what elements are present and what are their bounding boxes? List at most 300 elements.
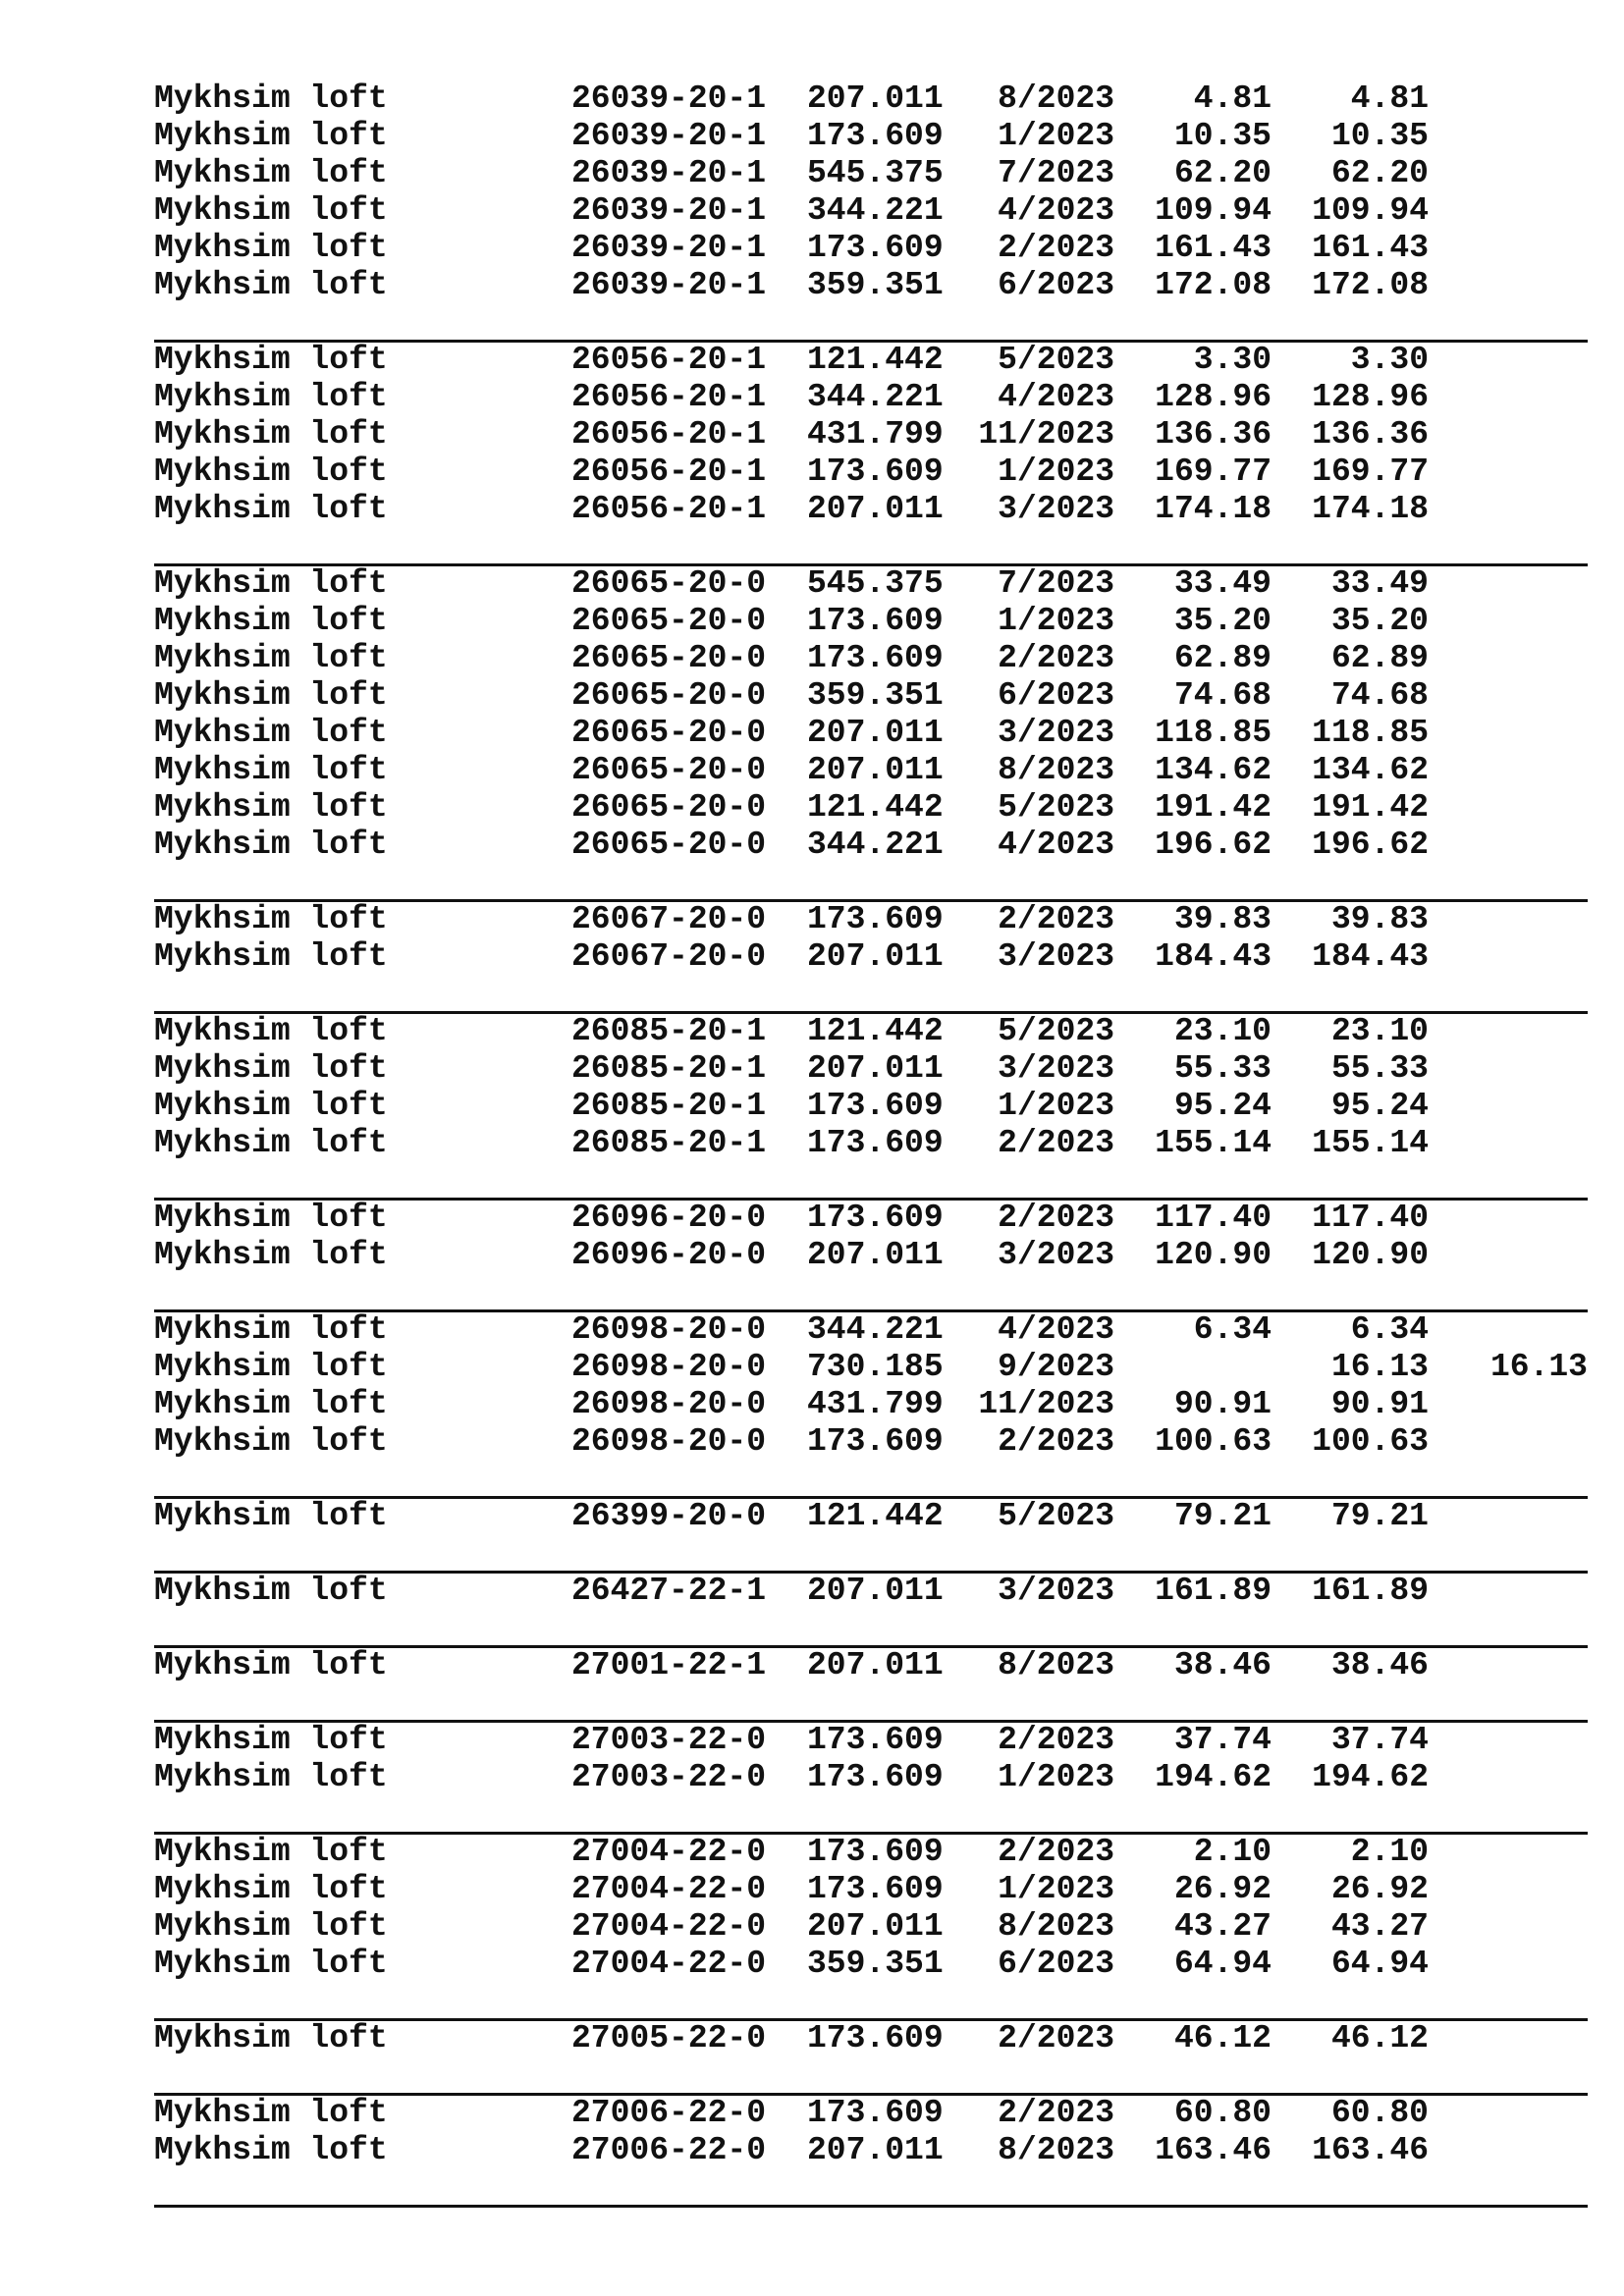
rate-cell: 173.609: [807, 1759, 944, 1795]
amount-cell: 95.24: [1173, 1088, 1272, 1124]
table-row: [154, 565, 1588, 603]
total-cell: 60.80: [1330, 2095, 1429, 2131]
account-cell: 27006-22-0: [571, 2132, 767, 2168]
group-separator: [154, 1684, 1588, 1722]
table-row: [154, 379, 1588, 416]
total-cell: 134.62: [1312, 752, 1429, 788]
total-cell: 35.20: [1330, 603, 1429, 639]
table-row: [154, 752, 1588, 789]
table-row: [154, 1498, 1588, 1535]
total-cell: 117.40: [1312, 1200, 1429, 1236]
total-cell: 26.92: [1330, 1871, 1429, 1907]
name-cell: Mykhsim loft: [154, 118, 388, 154]
total-cell: 172.08: [1312, 267, 1429, 303]
table-row: [154, 827, 1588, 864]
name-cell: Mykhsim loft: [154, 1573, 388, 1609]
account-group: [154, 80, 1588, 342]
amount-cell: 194.62: [1155, 1759, 1272, 1795]
rate-cell: 173.609: [807, 1423, 944, 1460]
amount-cell: 55.33: [1173, 1050, 1272, 1087]
amount-cell: 79.21: [1173, 1498, 1272, 1534]
name-cell: Mykhsim loft: [154, 454, 388, 490]
name-cell: Mykhsim loft: [154, 1200, 388, 1236]
account-cell: 26085-20-1: [571, 1088, 767, 1124]
rate-cell: 121.442: [807, 1498, 944, 1534]
name-cell: Mykhsim loft: [154, 1946, 388, 1982]
account-group: [154, 2020, 1588, 2095]
amount-cell: 196.62: [1155, 827, 1272, 863]
amount-cell: 46.12: [1173, 2020, 1272, 2056]
amount-cell: 155.14: [1155, 1125, 1272, 1161]
rate-cell: 173.609: [807, 603, 944, 639]
table-row: [154, 1311, 1588, 1349]
rate-cell: 207.011: [807, 1647, 944, 1683]
period-cell: 4/2023: [998, 827, 1114, 863]
total-cell: 100.63: [1312, 1423, 1429, 1460]
table-row: [154, 1386, 1588, 1423]
total-cell: 39.83: [1330, 901, 1429, 937]
rate-cell: 207.011: [807, 1573, 944, 1609]
period-cell: 6/2023: [998, 267, 1114, 303]
period-cell: 8/2023: [998, 1647, 1114, 1683]
group-separator: [154, 528, 1588, 565]
period-cell: 6/2023: [998, 677, 1114, 714]
account-cell: 26039-20-1: [571, 155, 767, 191]
rate-cell: 207.011: [807, 491, 944, 527]
group-separator: [154, 2169, 1588, 2207]
period-cell: 2/2023: [998, 1125, 1114, 1161]
rate-cell: 545.375: [807, 155, 944, 191]
total-cell: 46.12: [1330, 2020, 1429, 2056]
name-cell: Mykhsim loft: [154, 155, 388, 191]
amount-cell: 174.18: [1155, 491, 1272, 527]
period-cell: 4/2023: [998, 192, 1114, 229]
total-cell: 90.91: [1330, 1386, 1429, 1422]
group-separator: [154, 304, 1588, 342]
account-group: [154, 1311, 1588, 1498]
account-cell: 26065-20-0: [571, 789, 767, 826]
total-cell: 191.42: [1312, 789, 1429, 826]
account-cell: 26039-20-1: [571, 118, 767, 154]
name-cell: Mykhsim loft: [154, 1386, 388, 1422]
table-row: [154, 1946, 1588, 1983]
name-cell: Mykhsim loft: [154, 640, 388, 676]
account-cell: 27003-22-0: [571, 1722, 767, 1758]
account-cell: 27004-22-0: [571, 1908, 767, 1945]
rate-cell: 730.185: [807, 1349, 944, 1385]
name-cell: Mykhsim loft: [154, 2095, 388, 2131]
rate-cell: 207.011: [807, 1237, 944, 1273]
table-row: [154, 1573, 1588, 1610]
group-separator: [154, 1535, 1588, 1573]
table-row: [154, 938, 1588, 976]
table-row: [154, 342, 1588, 379]
period-cell: 5/2023: [998, 1013, 1114, 1049]
table-row: [154, 1088, 1588, 1125]
amount-cell: 163.46: [1155, 2132, 1272, 2168]
rate-cell: 121.442: [807, 1013, 944, 1049]
account-cell: 27004-22-0: [571, 1871, 767, 1907]
table-row: [154, 2095, 1588, 2132]
rate-cell: 173.609: [807, 640, 944, 676]
table-row: [154, 118, 1588, 155]
period-cell: 1/2023: [998, 1088, 1114, 1124]
account-cell: 26065-20-0: [571, 827, 767, 863]
rate-cell: 359.351: [807, 677, 944, 714]
period-cell: 2/2023: [998, 1834, 1114, 1870]
name-cell: Mykhsim loft: [154, 80, 388, 117]
total-cell: 74.68: [1330, 677, 1429, 714]
account-group: [154, 1498, 1588, 1573]
table-row: [154, 1125, 1588, 1162]
amount-cell: 64.94: [1173, 1946, 1272, 1982]
name-cell: Mykhsim loft: [154, 1498, 388, 1534]
name-cell: Mykhsim loft: [154, 938, 388, 975]
group-separator: [154, 864, 1588, 901]
total-cell: 174.18: [1312, 491, 1429, 527]
table-row: [154, 677, 1588, 715]
rate-cell: 207.011: [807, 752, 944, 788]
period-cell: 1/2023: [998, 1871, 1114, 1907]
account-cell: 27004-22-0: [571, 1834, 767, 1870]
period-cell: 2/2023: [998, 640, 1114, 676]
name-cell: Mykhsim loft: [154, 1759, 388, 1795]
name-cell: Mykhsim loft: [154, 1050, 388, 1087]
rate-cell: 207.011: [807, 938, 944, 975]
table-row: [154, 2132, 1588, 2169]
period-cell: 1/2023: [998, 603, 1114, 639]
account-cell: 26098-20-0: [571, 1311, 767, 1348]
rate-cell: 344.221: [807, 379, 944, 415]
period-cell: 5/2023: [998, 789, 1114, 826]
table-row: [154, 1871, 1588, 1908]
account-group: [154, 1013, 1588, 1200]
total-cell: 109.94: [1312, 192, 1429, 229]
amount-cell: 74.68: [1173, 677, 1272, 714]
total-cell: 161.89: [1312, 1573, 1429, 1609]
total-cell: 2.10: [1350, 1834, 1429, 1870]
amount-cell: 33.49: [1173, 565, 1272, 602]
amount-cell: 35.20: [1173, 603, 1272, 639]
account-cell: 26065-20-0: [571, 677, 767, 714]
name-cell: Mykhsim loft: [154, 2132, 388, 2168]
rate-cell: 359.351: [807, 1946, 944, 1982]
period-cell: 3/2023: [998, 715, 1114, 751]
name-cell: Mykhsim loft: [154, 1647, 388, 1683]
amount-cell: 10.35: [1173, 118, 1272, 154]
account-cell: 26098-20-0: [571, 1386, 767, 1422]
table-row: [154, 1237, 1588, 1274]
table-row: [154, 416, 1588, 454]
name-cell: Mykhsim loft: [154, 1349, 388, 1385]
total-cell: 62.89: [1330, 640, 1429, 676]
name-cell: Mykhsim loft: [154, 230, 388, 266]
amount-cell: 37.74: [1173, 1722, 1272, 1758]
amount-cell: 62.20: [1173, 155, 1272, 191]
name-cell: Mykhsim loft: [154, 1423, 388, 1460]
total-cell: 37.74: [1330, 1722, 1429, 1758]
table-row: [154, 1647, 1588, 1684]
account-cell: 26085-20-1: [571, 1125, 767, 1161]
total-cell: 79.21: [1330, 1498, 1429, 1534]
rate-cell: 207.011: [807, 80, 944, 117]
name-cell: Mykhsim loft: [154, 752, 388, 788]
name-cell: Mykhsim loft: [154, 1125, 388, 1161]
table-row: [154, 192, 1588, 230]
period-cell: 8/2023: [998, 1908, 1114, 1945]
amount-cell: 169.77: [1155, 454, 1272, 490]
account-cell: 26039-20-1: [571, 230, 767, 266]
total-cell: 4.81: [1350, 80, 1429, 117]
total-cell: 33.49: [1330, 565, 1429, 602]
amount-cell: 2.10: [1193, 1834, 1272, 1870]
name-cell: Mykhsim loft: [154, 1013, 388, 1049]
table-row: [154, 1722, 1588, 1759]
table-row: [154, 1013, 1588, 1050]
account-cell: 26056-20-1: [571, 379, 767, 415]
table-row: [154, 80, 1588, 118]
amount-cell: 136.36: [1155, 416, 1272, 453]
rate-cell: 121.442: [807, 342, 944, 378]
table-row: [154, 1200, 1588, 1237]
period-cell: 2/2023: [998, 2020, 1114, 2056]
rate-cell: 173.609: [807, 454, 944, 490]
group-separator: [154, 1610, 1588, 1647]
rate-cell: 359.351: [807, 267, 944, 303]
account-cell: 27004-22-0: [571, 1946, 767, 1982]
total-cell: 6.34: [1350, 1311, 1429, 1348]
amount-cell: 161.43: [1155, 230, 1272, 266]
period-cell: 8/2023: [998, 752, 1114, 788]
account-cell: 26039-20-1: [571, 267, 767, 303]
rate-cell: 344.221: [807, 1311, 944, 1348]
table-row: [154, 603, 1588, 640]
account-cell: 26065-20-0: [571, 565, 767, 602]
total-cell: 95.24: [1330, 1088, 1429, 1124]
table-row: [154, 1759, 1588, 1796]
total-cell: 194.62: [1312, 1759, 1429, 1795]
report-table: [154, 80, 1588, 2207]
amount-cell: 191.42: [1155, 789, 1272, 826]
account-group: [154, 1200, 1588, 1311]
account-cell: 26056-20-1: [571, 416, 767, 453]
amount-cell: 43.27: [1173, 1908, 1272, 1945]
account-cell: 26039-20-1: [571, 192, 767, 229]
rate-cell: 173.609: [807, 1088, 944, 1124]
name-cell: Mykhsim loft: [154, 192, 388, 229]
table-row: [154, 789, 1588, 827]
period-cell: 7/2023: [998, 565, 1114, 602]
account-group: [154, 1573, 1588, 1647]
rate-cell: 207.011: [807, 715, 944, 751]
total-cell: 128.96: [1312, 379, 1429, 415]
name-cell: Mykhsim loft: [154, 2020, 388, 2056]
table-row: [154, 267, 1588, 304]
amount-cell: 134.62: [1155, 752, 1272, 788]
rate-cell: 121.442: [807, 789, 944, 826]
rate-cell: 173.609: [807, 230, 944, 266]
account-cell: 26065-20-0: [571, 752, 767, 788]
rate-cell: 545.375: [807, 565, 944, 602]
amount-cell: 100.63: [1155, 1423, 1272, 1460]
name-cell: Mykhsim loft: [154, 1908, 388, 1945]
account-cell: 27001-22-1: [571, 1647, 767, 1683]
account-cell: 26098-20-0: [571, 1423, 767, 1460]
name-cell: Mykhsim loft: [154, 1237, 388, 1273]
group-separator: [154, 1796, 1588, 1834]
total-cell: 10.35: [1330, 118, 1429, 154]
period-cell: 1/2023: [998, 454, 1114, 490]
total-cell: 118.85: [1312, 715, 1429, 751]
amount-cell: 118.85: [1155, 715, 1272, 751]
account-cell: 26067-20-0: [571, 938, 767, 975]
account-cell: 26056-20-1: [571, 454, 767, 490]
rate-cell: 207.011: [807, 1908, 944, 1945]
rate-cell: 173.609: [807, 1722, 944, 1758]
table-row: [154, 1908, 1588, 1946]
period-cell: 3/2023: [998, 1050, 1114, 1087]
amount-cell: 172.08: [1155, 267, 1272, 303]
account-cell: 27003-22-0: [571, 1759, 767, 1795]
account-cell: 26065-20-0: [571, 640, 767, 676]
total-cell: 55.33: [1330, 1050, 1429, 1087]
rate-cell: 344.221: [807, 827, 944, 863]
period-cell: 2/2023: [998, 1200, 1114, 1236]
total-cell: 163.46: [1312, 2132, 1429, 2168]
name-cell: Mykhsim loft: [154, 379, 388, 415]
period-cell: 11/2023: [978, 416, 1114, 453]
name-cell: Mykhsim loft: [154, 603, 388, 639]
period-cell: 4/2023: [998, 1311, 1114, 1348]
table-row: [154, 1050, 1588, 1088]
account-cell: 26096-20-0: [571, 1200, 767, 1236]
rate-cell: 344.221: [807, 192, 944, 229]
amount-cell: 38.46: [1173, 1647, 1272, 1683]
rate-cell: 431.799: [807, 1386, 944, 1422]
name-cell: Mykhsim loft: [154, 715, 388, 751]
amount-cell: 4.81: [1193, 80, 1272, 117]
account-group: [154, 2095, 1588, 2207]
account-group: [154, 565, 1588, 901]
amount-cell: 161.89: [1155, 1573, 1272, 1609]
account-cell: 26085-20-1: [571, 1050, 767, 1087]
table-row: [154, 1423, 1588, 1461]
name-cell: Mykhsim loft: [154, 1834, 388, 1870]
amount-cell: 6.34: [1193, 1311, 1272, 1348]
amount-cell: 109.94: [1155, 192, 1272, 229]
name-cell: Mykhsim loft: [154, 1311, 388, 1348]
period-cell: 8/2023: [998, 2132, 1114, 2168]
account-cell: 27006-22-0: [571, 2095, 767, 2131]
group-separator: [154, 2057, 1588, 2095]
table-row: [154, 901, 1588, 938]
period-cell: 2/2023: [998, 1722, 1114, 1758]
period-cell: 8/2023: [998, 80, 1114, 117]
amount-cell: 26.92: [1173, 1871, 1272, 1907]
group-separator: [154, 1162, 1588, 1200]
total-cell: 184.43: [1312, 938, 1429, 975]
table-row: [154, 640, 1588, 677]
name-cell: Mykhsim loft: [154, 901, 388, 937]
account-cell: 26039-20-1: [571, 80, 767, 117]
name-cell: Mykhsim loft: [154, 677, 388, 714]
period-cell: 4/2023: [998, 379, 1114, 415]
account-group: [154, 1647, 1588, 1722]
name-cell: Mykhsim loft: [154, 789, 388, 826]
group-separator: [154, 976, 1588, 1013]
amount-cell: 60.80: [1173, 2095, 1272, 2131]
account-cell: 26096-20-0: [571, 1237, 767, 1273]
name-cell: Mykhsim loft: [154, 1871, 388, 1907]
amount-cell: 3.30: [1193, 342, 1272, 378]
account-cell: 27005-22-0: [571, 2020, 767, 2056]
account-cell: 26067-20-0: [571, 901, 767, 937]
total-cell: 3.30: [1350, 342, 1429, 378]
period-cell: 3/2023: [998, 1237, 1114, 1273]
period-cell: 7/2023: [998, 155, 1114, 191]
period-cell: 2/2023: [998, 1423, 1114, 1460]
account-group: [154, 1834, 1588, 2020]
account-group: [154, 1722, 1588, 1834]
group-separator: [154, 1461, 1588, 1498]
period-cell: 9/2023: [998, 1349, 1114, 1385]
amount-cell: 117.40: [1155, 1200, 1272, 1236]
total-cell: 161.43: [1312, 230, 1429, 266]
rate-cell: 173.609: [807, 1871, 944, 1907]
period-cell: 3/2023: [998, 491, 1114, 527]
amount-cell: 120.90: [1155, 1237, 1272, 1273]
total-cell: 136.36: [1312, 416, 1429, 453]
period-cell: 6/2023: [998, 1946, 1114, 1982]
total-cell: 43.27: [1330, 1908, 1429, 1945]
period-cell: 2/2023: [998, 2095, 1114, 2131]
period-cell: 1/2023: [998, 118, 1114, 154]
table-row: [154, 1834, 1588, 1871]
period-cell: 3/2023: [998, 1573, 1114, 1609]
amount-cell: 62.89: [1173, 640, 1272, 676]
rate-cell: 207.011: [807, 2132, 944, 2168]
rate-cell: 173.609: [807, 1200, 944, 1236]
period-cell: 5/2023: [998, 1498, 1114, 1534]
amount-cell: 184.43: [1155, 938, 1272, 975]
total-cell: 62.20: [1330, 155, 1429, 191]
total-cell: 155.14: [1312, 1125, 1429, 1161]
table-row: [154, 155, 1588, 192]
total-cell: 196.62: [1312, 827, 1429, 863]
amount-cell: 90.91: [1173, 1386, 1272, 1422]
total-cell: 23.10: [1330, 1013, 1429, 1049]
account-cell: 26056-20-1: [571, 491, 767, 527]
account-cell: 26065-20-0: [571, 603, 767, 639]
table-row: [154, 715, 1588, 752]
total-cell: 38.46: [1330, 1647, 1429, 1683]
period-cell: 2/2023: [998, 230, 1114, 266]
account-cell: 26399-20-0: [571, 1498, 767, 1534]
group-separator: [154, 1983, 1588, 2020]
name-cell: Mykhsim loft: [154, 1722, 388, 1758]
rate-cell: 173.609: [807, 1834, 944, 1870]
period-cell: 11/2023: [978, 1386, 1114, 1422]
period-cell: 3/2023: [998, 938, 1114, 975]
amount-cell: 39.83: [1173, 901, 1272, 937]
total-cell: 169.77: [1312, 454, 1429, 490]
account-cell: 26098-20-0: [571, 1349, 767, 1385]
name-cell: Mykhsim loft: [154, 1088, 388, 1124]
account-group: [154, 342, 1588, 565]
name-cell: Mykhsim loft: [154, 342, 388, 378]
period-cell: 2/2023: [998, 901, 1114, 937]
account-group: [154, 901, 1588, 1013]
